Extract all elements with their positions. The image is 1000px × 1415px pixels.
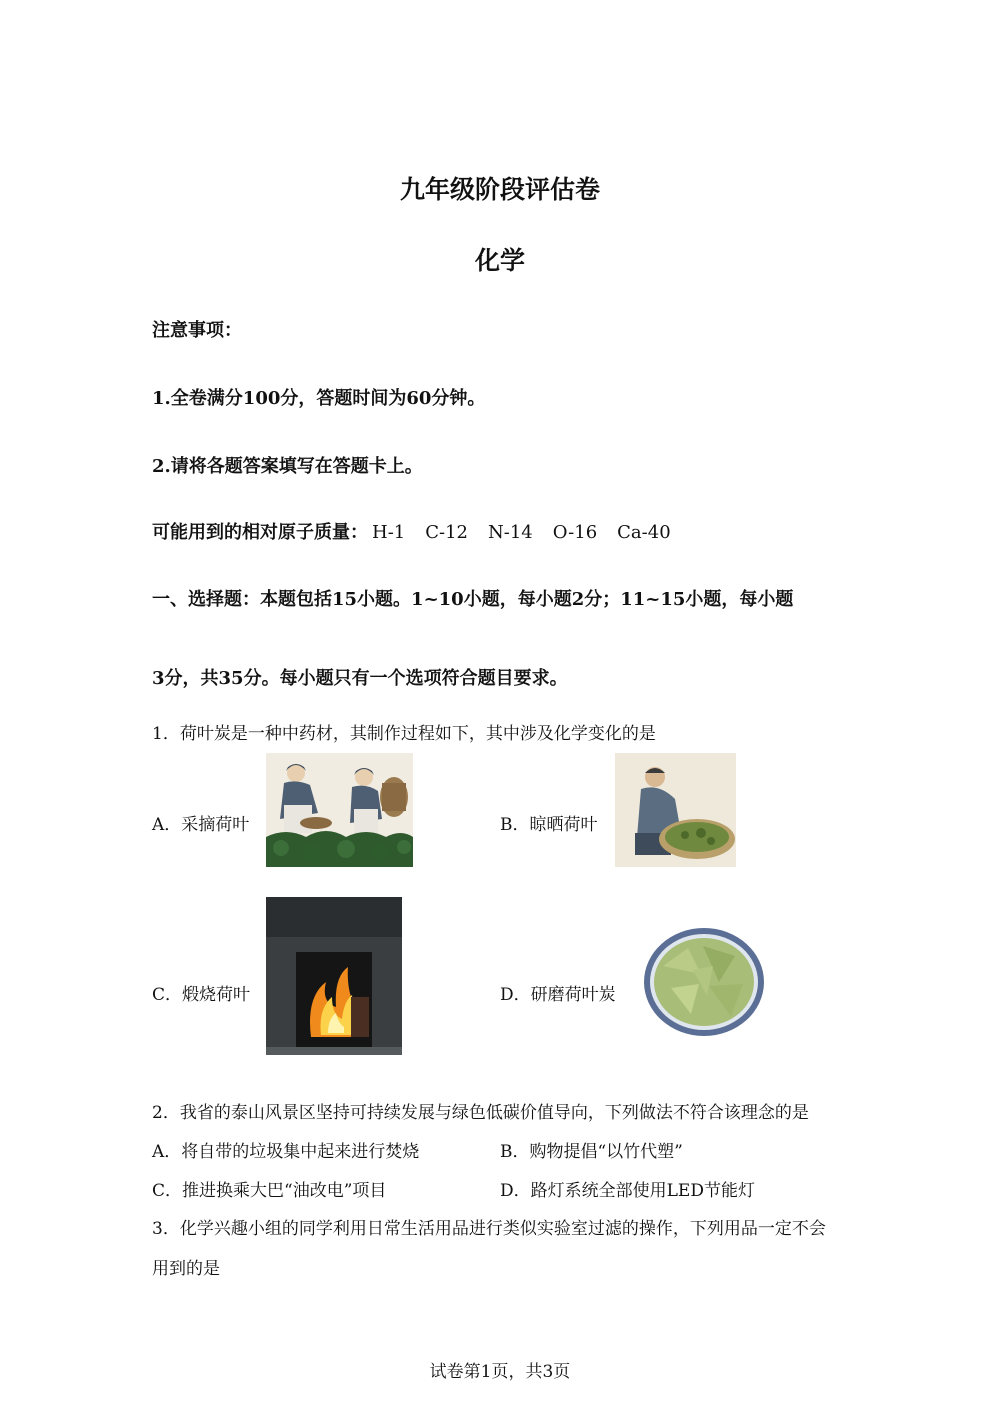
drying-leaves-illustration [615,753,736,867]
question-3-stem-line-1: 3．化学兴趣小组的同学利用日常生活用品进行类似实验室过滤的操作，下列用品一定不会 [152,1219,826,1239]
q1-option-c-image [266,897,402,1055]
lotus-leaf-plate-illustration [643,926,765,1038]
atomic-mass-line [152,518,671,544]
q2-option-a: A．将自带的垃圾集中起来进行焚烧 [152,1142,420,1162]
q2-option-b: B．购物提倡“以竹代塑” [500,1142,683,1162]
atomic-mass-value: H-1 [372,522,406,543]
question-3-stem-line-2: 用到的是 [152,1259,220,1279]
q1-option-d-image [643,926,765,1038]
q1-option-d: D．研磨荷叶炭 [500,985,616,1005]
atomic-mass-label: 可能用到的相对原子质量： [152,522,368,543]
notes-item-1: 1.全卷满分100分，答题时间为60分钟。 [152,388,486,409]
atomic-mass-value: O-16 [552,522,598,543]
atomic-mass-value: N-14 [488,522,533,543]
atomic-mass-value: Ca-40 [617,522,671,543]
page-title: 九年级阶段评估卷 [399,175,600,204]
question-1-stem: 1．荷叶炭是一种中药材，其制作过程如下，其中涉及化学变化的是 [152,724,656,744]
q1-option-b-image [615,753,736,867]
notes-item-2: 2.请将各题答案填写在答题卡上。 [152,456,423,477]
q1-option-a-image [266,753,413,867]
q1-option-b: B．晾晒荷叶 [500,815,598,835]
notes-heading: 注意事项： [152,320,242,341]
section-heading-line-2: 3分，共35分。每小题只有一个选项符合题目要求。 [152,668,568,689]
furnace-fire-illustration [266,897,402,1055]
question-2-stem: 2．我省的泰山风景区坚持可持续发展与绿色低碳价值导向，下列做法不符合该理念的是 [152,1103,809,1123]
q2-option-c: C．推进换乘大巴“油改电”项目 [152,1181,387,1201]
picking-leaves-illustration [266,753,413,867]
atomic-mass-value: C-12 [425,522,468,543]
q1-option-a: A．采摘荷叶 [152,815,250,835]
page-footer: 试卷第1页，共3页 [429,1362,571,1382]
subject-title: 化学 [474,246,525,275]
q2-option-d: D．路灯系统全部使用LED节能灯 [500,1181,755,1201]
section-heading-line-1: 一、选择题：本题包括15小题。1~10小题，每小题2分；11~15小题，每小题 [152,589,794,610]
q1-option-c: C．煅烧荷叶 [152,985,251,1005]
